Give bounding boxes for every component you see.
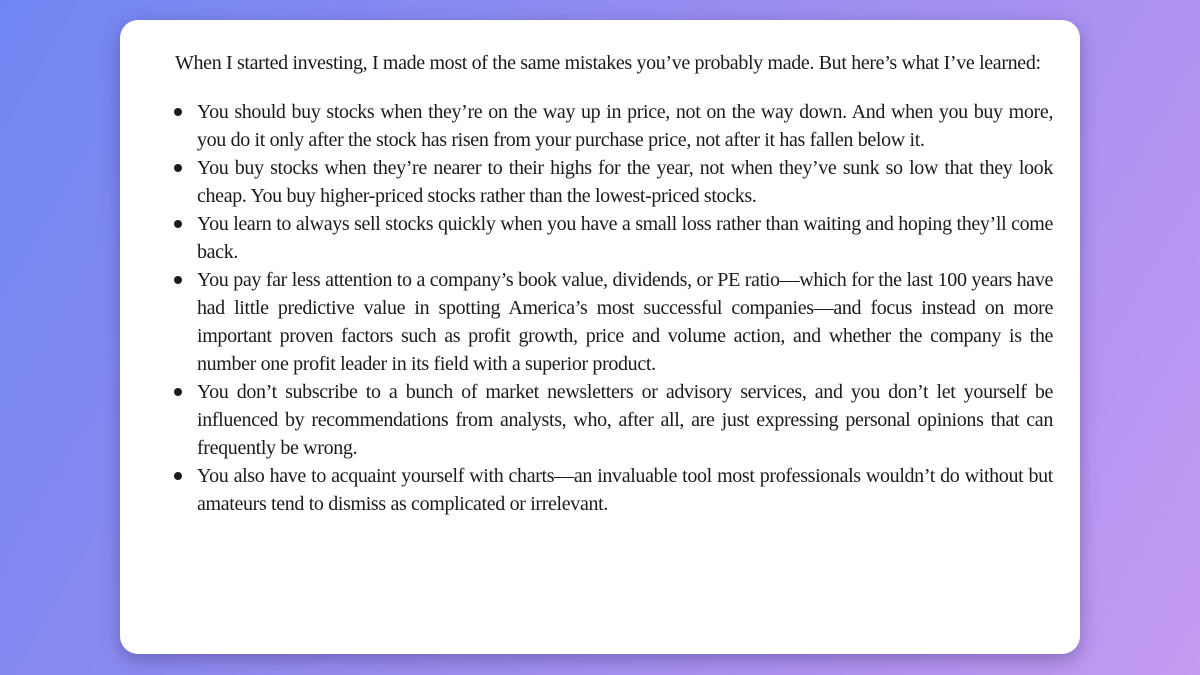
bullet-icon (174, 472, 182, 480)
list-item-text: You buy stocks when they’re nearer to their highs for the year, not when they’ve sunk so low that they look cheap. You buy higher-priced stocks rather than the lowest-priced stocks. (197, 157, 1053, 207)
list-item (147, 98, 1053, 154)
bullet-icon (174, 276, 182, 284)
bullet-icon (174, 220, 182, 228)
list-item-text: You pay far less attention to a company’s book value, dividends, or PE ratio—which for the last 100 years have had little predictive value in spotting America’s most successful companies—and focus instead on more important proven factors such as profit growth, price and volume action, and whether the company is the number one profit leader in its field with a superior product. (197, 269, 1053, 375)
list-item (147, 154, 1053, 210)
bullet-icon (174, 108, 182, 116)
intro-paragraph: When I started investing, I made most of the same mistakes you’ve probably made. But here’s what I’ve learned: (175, 52, 1041, 74)
list-item (147, 210, 1053, 266)
list-item-text: You also have to acquaint yourself with charts—an invaluable tool most professionals wouldn’t do without but amateurs tend to dismiss as complicated or irrelevant. (197, 465, 1053, 515)
lessons-list (147, 98, 1053, 518)
bullet-icon (174, 388, 182, 396)
list-item-text: You should buy stocks when they’re on the way up in price, not on the way down. And when you buy more, you do it only after the stock has risen from your purchase price, not after it has fallen below it. (197, 101, 1053, 151)
list-item-text: You learn to always sell stocks quickly when you have a small loss rather than waiting and hoping they’ll come back. (197, 213, 1053, 263)
list-item (147, 378, 1053, 462)
list-item (147, 462, 1053, 518)
bullet-icon (174, 164, 182, 172)
list-item (147, 266, 1053, 378)
quote-card (120, 20, 1080, 654)
list-item-text: You don’t subscribe to a bunch of market newsletters or advisory services, and you don’t let yourself be influenced by recommendations from analysts, who, after all, are just expressing personal opinions that can frequently be wrong. (197, 381, 1053, 459)
